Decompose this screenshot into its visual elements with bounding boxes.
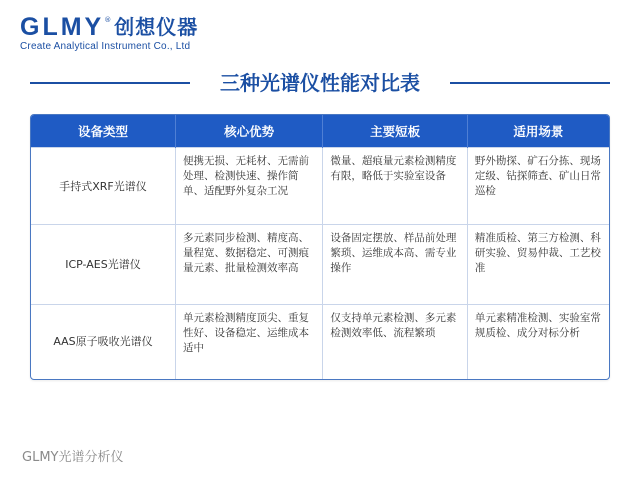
cell-device-type: ICP-AES光谱仪 (31, 225, 176, 304)
header-application: 适用场景 (467, 115, 609, 148)
registered-mark: ® (104, 16, 112, 24)
page-title: 三种光谱仪性能对比表 (220, 71, 420, 95)
cell-weakness: 微量、超痕量元素检测精度有限，略低于实验室设备 (323, 148, 468, 225)
cell-device-type: AAS原子吸收光谱仪 (31, 304, 176, 379)
comparison-table-grid (31, 115, 609, 379)
cell-advantage: 便携无损、无耗材、无需前处理、检测快速、操作简单、适配野外复杂工况 (176, 148, 323, 225)
logo-mark (20, 14, 198, 40)
logo-chinese-text: 创想仪器 (114, 15, 199, 39)
cell-weakness: 仅支持单元素检测、多元素检测效率低、流程繁琐 (323, 304, 468, 379)
logo-latin-text: GLMY (20, 13, 105, 41)
cell-device-type: 手持式XRF光谱仪 (31, 148, 176, 225)
title-row (30, 68, 610, 98)
company-logo (20, 14, 198, 52)
table-row (31, 148, 609, 225)
table-row (31, 225, 609, 304)
logo-subtitle: Create Analytical Instrument Co., Ltd (20, 41, 191, 52)
cell-scenario: 精准质检、第三方检测、科研实验、贸易仲裁、工艺校准 (467, 225, 609, 304)
table-header-row (31, 115, 609, 148)
cell-scenario: 野外勘探、矿石分拣、现场定级、钻探筛查、矿山日常巡检 (467, 148, 609, 225)
footer-caption: GLMY光谱分析仪 (22, 450, 124, 465)
header-main-weakness: 主要短板 (323, 115, 468, 148)
cell-advantage: 多元素同步检测、精度高、量程宽、数据稳定、可测痕量元素、批量检测效率高 (176, 225, 323, 304)
title-divider-right (450, 82, 610, 84)
comparison-table (30, 114, 610, 380)
header-device-type: 设备类型 (31, 115, 176, 148)
cell-scenario: 单元素精准检测、实验室常规质检、成分对标分析 (467, 304, 609, 379)
header-core-advantage: 核心优势 (176, 115, 323, 148)
title-divider-left (30, 82, 190, 84)
table-row (31, 304, 609, 379)
cell-weakness: 设备固定摆放、样品前处理繁琐、运维成本高、需专业操作 (323, 225, 468, 304)
cell-advantage: 单元素检测精度顶尖、重复性好、设备稳定、运维成本适中 (176, 304, 323, 379)
